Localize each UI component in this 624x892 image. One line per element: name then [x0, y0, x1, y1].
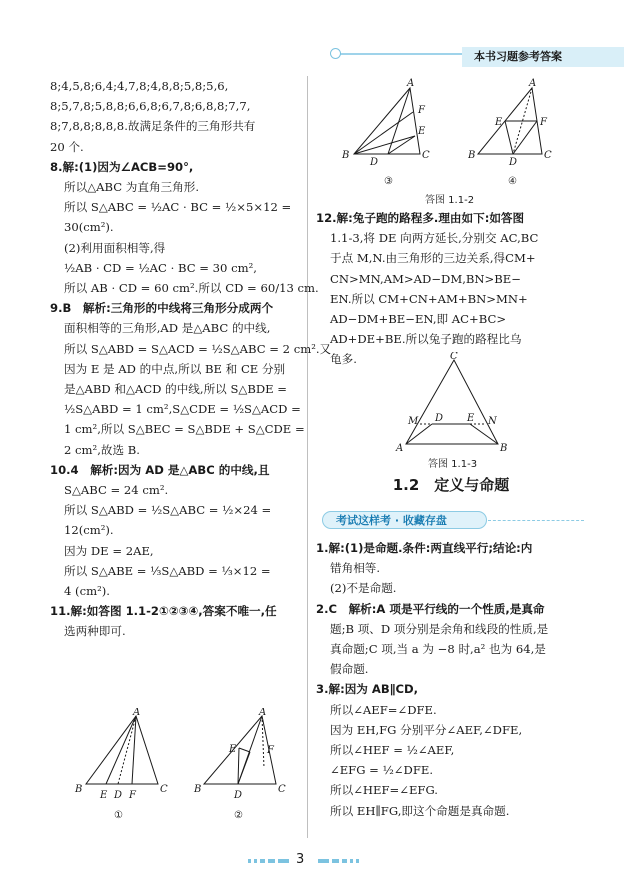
- text-line: 所以 S△ABC = ½AC · BC = ½×5×12 =: [64, 200, 292, 215]
- fig5-label-m: M: [408, 416, 419, 427]
- text-line: 30(cm²).: [64, 220, 114, 235]
- fig1-caption: ①: [114, 810, 123, 821]
- text-line: 所以 AB · CD = 60 cm².所以 CD = 60/13 cm.: [64, 281, 319, 296]
- answer-9-heading: 9.B 解析:三角形的中线将三角形分成两个: [50, 301, 274, 316]
- footer-dots-left: [248, 859, 292, 863]
- answer-11-heading: 11.解:如答图 1.1-2①②③④,答案不唯一,任: [50, 604, 277, 619]
- page-number: 3: [296, 852, 305, 867]
- figure-1-1-2-d: [468, 76, 578, 192]
- text-line: 所以∠AEF=∠DFE.: [330, 702, 437, 717]
- text-line: 真命题;C 项,当 a 为 −8 时,a² 也为 64,是: [330, 642, 546, 657]
- text-line: 8;4,5,8;6,4;4,7,8;4,8,8;5,8;5,6,: [50, 79, 229, 93]
- text-line: AD+DE+BE.所以兔子跑的路程比乌: [330, 332, 522, 347]
- text-line: 是△ABD 和△ACD 的中线,所以 S△BDE =: [64, 382, 287, 397]
- text-line: 8;7,8,8;8,8,8.故满足条件的三角形共有: [50, 119, 256, 134]
- text-line: 面积相等的三角形,AD 是△ABC 的中线,: [64, 321, 271, 336]
- section-answers: [316, 538, 586, 821]
- answer-12-block: [316, 208, 586, 370]
- text-line: 4 (cm²).: [64, 584, 110, 599]
- fig1-label-c: C: [160, 784, 168, 795]
- text-line: 所以 S△ABD = S△ACD = ½S△ABC = 2 cm².又: [64, 341, 332, 356]
- fig3-label-a: A: [407, 78, 415, 89]
- text-line: 12(cm²).: [64, 523, 114, 538]
- fig2-label-c: C: [278, 784, 286, 795]
- text-line: 20 个.: [50, 139, 84, 154]
- text-line: (2)不是命题.: [330, 581, 397, 596]
- fig2-label-b: B: [194, 784, 202, 795]
- fig4-label-c: C: [544, 150, 552, 161]
- fig4-caption: ④: [508, 176, 517, 187]
- fig5-label-d: D: [435, 413, 444, 424]
- text-line: EN.所以 CM+CN+AM+BN>MN+: [330, 291, 528, 306]
- fig1-label-a: A: [133, 708, 141, 718]
- text-line: 所以∠HEF = ½∠AEF,: [330, 743, 455, 758]
- column-divider: [307, 76, 308, 838]
- fig3-caption: ③: [384, 176, 393, 187]
- fig2-caption: ②: [234, 810, 243, 821]
- figure-1-1-2-c: [340, 76, 450, 192]
- text-line: 因为 DE = 2AE,: [64, 543, 154, 558]
- fig4-label-a: A: [529, 78, 537, 89]
- fig4-label-d: D: [509, 157, 518, 168]
- text-line: CN>MN,AM>AD−DM,BN>BE−: [330, 271, 521, 286]
- fig1-label-b: B: [75, 784, 83, 795]
- fig3-label-e: E: [418, 126, 426, 137]
- figure-caption-1-1-2: 答图 1.1-2: [425, 195, 475, 206]
- fig5-label-a: A: [396, 443, 404, 452]
- fig2-label-a: A: [259, 708, 267, 718]
- fig5-label-e: E: [467, 413, 475, 424]
- answer-1-heading: 1.解:(1)是命题.条件:两直线平行;结论:内: [316, 541, 533, 555]
- fig1-label-d: D: [114, 790, 123, 801]
- banner-dashed-line: [488, 520, 584, 522]
- text-line: AD−DM+BE−EN,即 AC+BC>: [330, 312, 507, 327]
- fig1-label-f: F: [129, 790, 136, 801]
- answer-8-heading: 8.解:(1)因为∠ACB=90°,: [50, 159, 194, 174]
- fig5-label-c: C: [450, 352, 458, 362]
- left-column: [50, 76, 332, 642]
- text-line: 题;B 项、D 项分别是余角和线段的性质,是: [330, 621, 549, 636]
- text-line: 龟多.: [330, 352, 357, 367]
- answer-3-heading: 3.解:因为 AB∥CD,: [316, 682, 419, 697]
- text-line: 所以△ABC 为直角三角形.: [64, 180, 200, 195]
- fig2-label-e: E: [229, 744, 237, 755]
- figure-1-1-2-a: [70, 708, 175, 823]
- text-line: 选两种即可.: [64, 624, 126, 639]
- text-line: S△ABC = 24 cm².: [64, 483, 169, 498]
- answer-2-heading: 2.C 解析:A 项是平行线的一个性质,是真命: [316, 601, 545, 616]
- answer-12-heading: 12.解:兔子跑的路程多.理由如下:如答图: [316, 211, 525, 225]
- section-title: 1.2 定义与命题: [392, 476, 510, 494]
- text-line: 1 cm²,所以 S△BEC = S△BDE + S△CDE =: [64, 422, 305, 437]
- footer-dots-right: [318, 859, 362, 863]
- text-line: 因为 EH,FG 分别平分∠AEF,∠DFE,: [330, 722, 523, 737]
- fig5-label-n: N: [488, 416, 497, 427]
- text-line: ∠EFG = ½∠DFE.: [330, 763, 434, 778]
- text-line: 错角相等.: [330, 561, 381, 576]
- figure-1-1-2-b: [192, 708, 302, 823]
- fig4-label-e: E: [495, 117, 503, 128]
- fig5-label-b: B: [500, 443, 508, 452]
- text-line: 所以 S△ABD = ½S△ABC = ½×24 =: [64, 503, 272, 518]
- header-dot-icon: [330, 48, 341, 59]
- fig3-label-f: F: [418, 105, 425, 116]
- answer-10-heading: 10.4 解析:因为 AD 是△ABC 的中线,且: [50, 462, 270, 477]
- header-title: 本书习题参考答案: [462, 47, 624, 67]
- fig3-label-b: B: [342, 150, 350, 161]
- figure-caption-1-1-3: 答图 1.1-3: [428, 459, 478, 470]
- text-line: 假命题.: [330, 662, 369, 677]
- text-line: 所以 S△ABE = ⅓S△ABD = ⅓×12 =: [64, 563, 271, 578]
- banner-text: 考试这样考 · 收藏存盘: [336, 514, 447, 527]
- text-line: 8;5,7,8;5,8,8;6,6,8;6,7,8;6,8,8;7,7,: [50, 99, 251, 114]
- text-line: 2 cm²,故选 B.: [64, 442, 140, 457]
- fig4-label-b: B: [468, 150, 476, 161]
- fig2-label-d: D: [234, 790, 243, 801]
- text-line: 因为 E 是 AD 的中点,所以 BE 和 CE 分别: [64, 361, 286, 376]
- fig4-label-f: F: [540, 117, 547, 128]
- text-line: ½S△ABD = 1 cm²,S△CDE = ½S△ACD =: [64, 402, 301, 417]
- fig3-label-c: C: [422, 150, 430, 161]
- text-line: (2)利用面积相等,得: [64, 240, 166, 255]
- figure-1-1-3: [392, 352, 512, 452]
- text-line: 于点 M,N.由三角形的三边关系,得CM+: [330, 251, 536, 266]
- text-line: ½AB · CD = ½AC · BC = 30 cm²,: [64, 260, 257, 275]
- text-line: 1.1-3,将 DE 向两方延长,分别交 AC,BC: [330, 231, 539, 246]
- fig3-label-d: D: [370, 157, 379, 168]
- text-line: 所以 EH∥FG,即这个命题是真命题.: [330, 803, 510, 818]
- text-line: 所以∠HEF=∠EFG.: [330, 783, 438, 798]
- fig1-label-e: E: [100, 790, 108, 801]
- exam-banner: [322, 507, 584, 531]
- fig2-label-f: F: [267, 745, 274, 756]
